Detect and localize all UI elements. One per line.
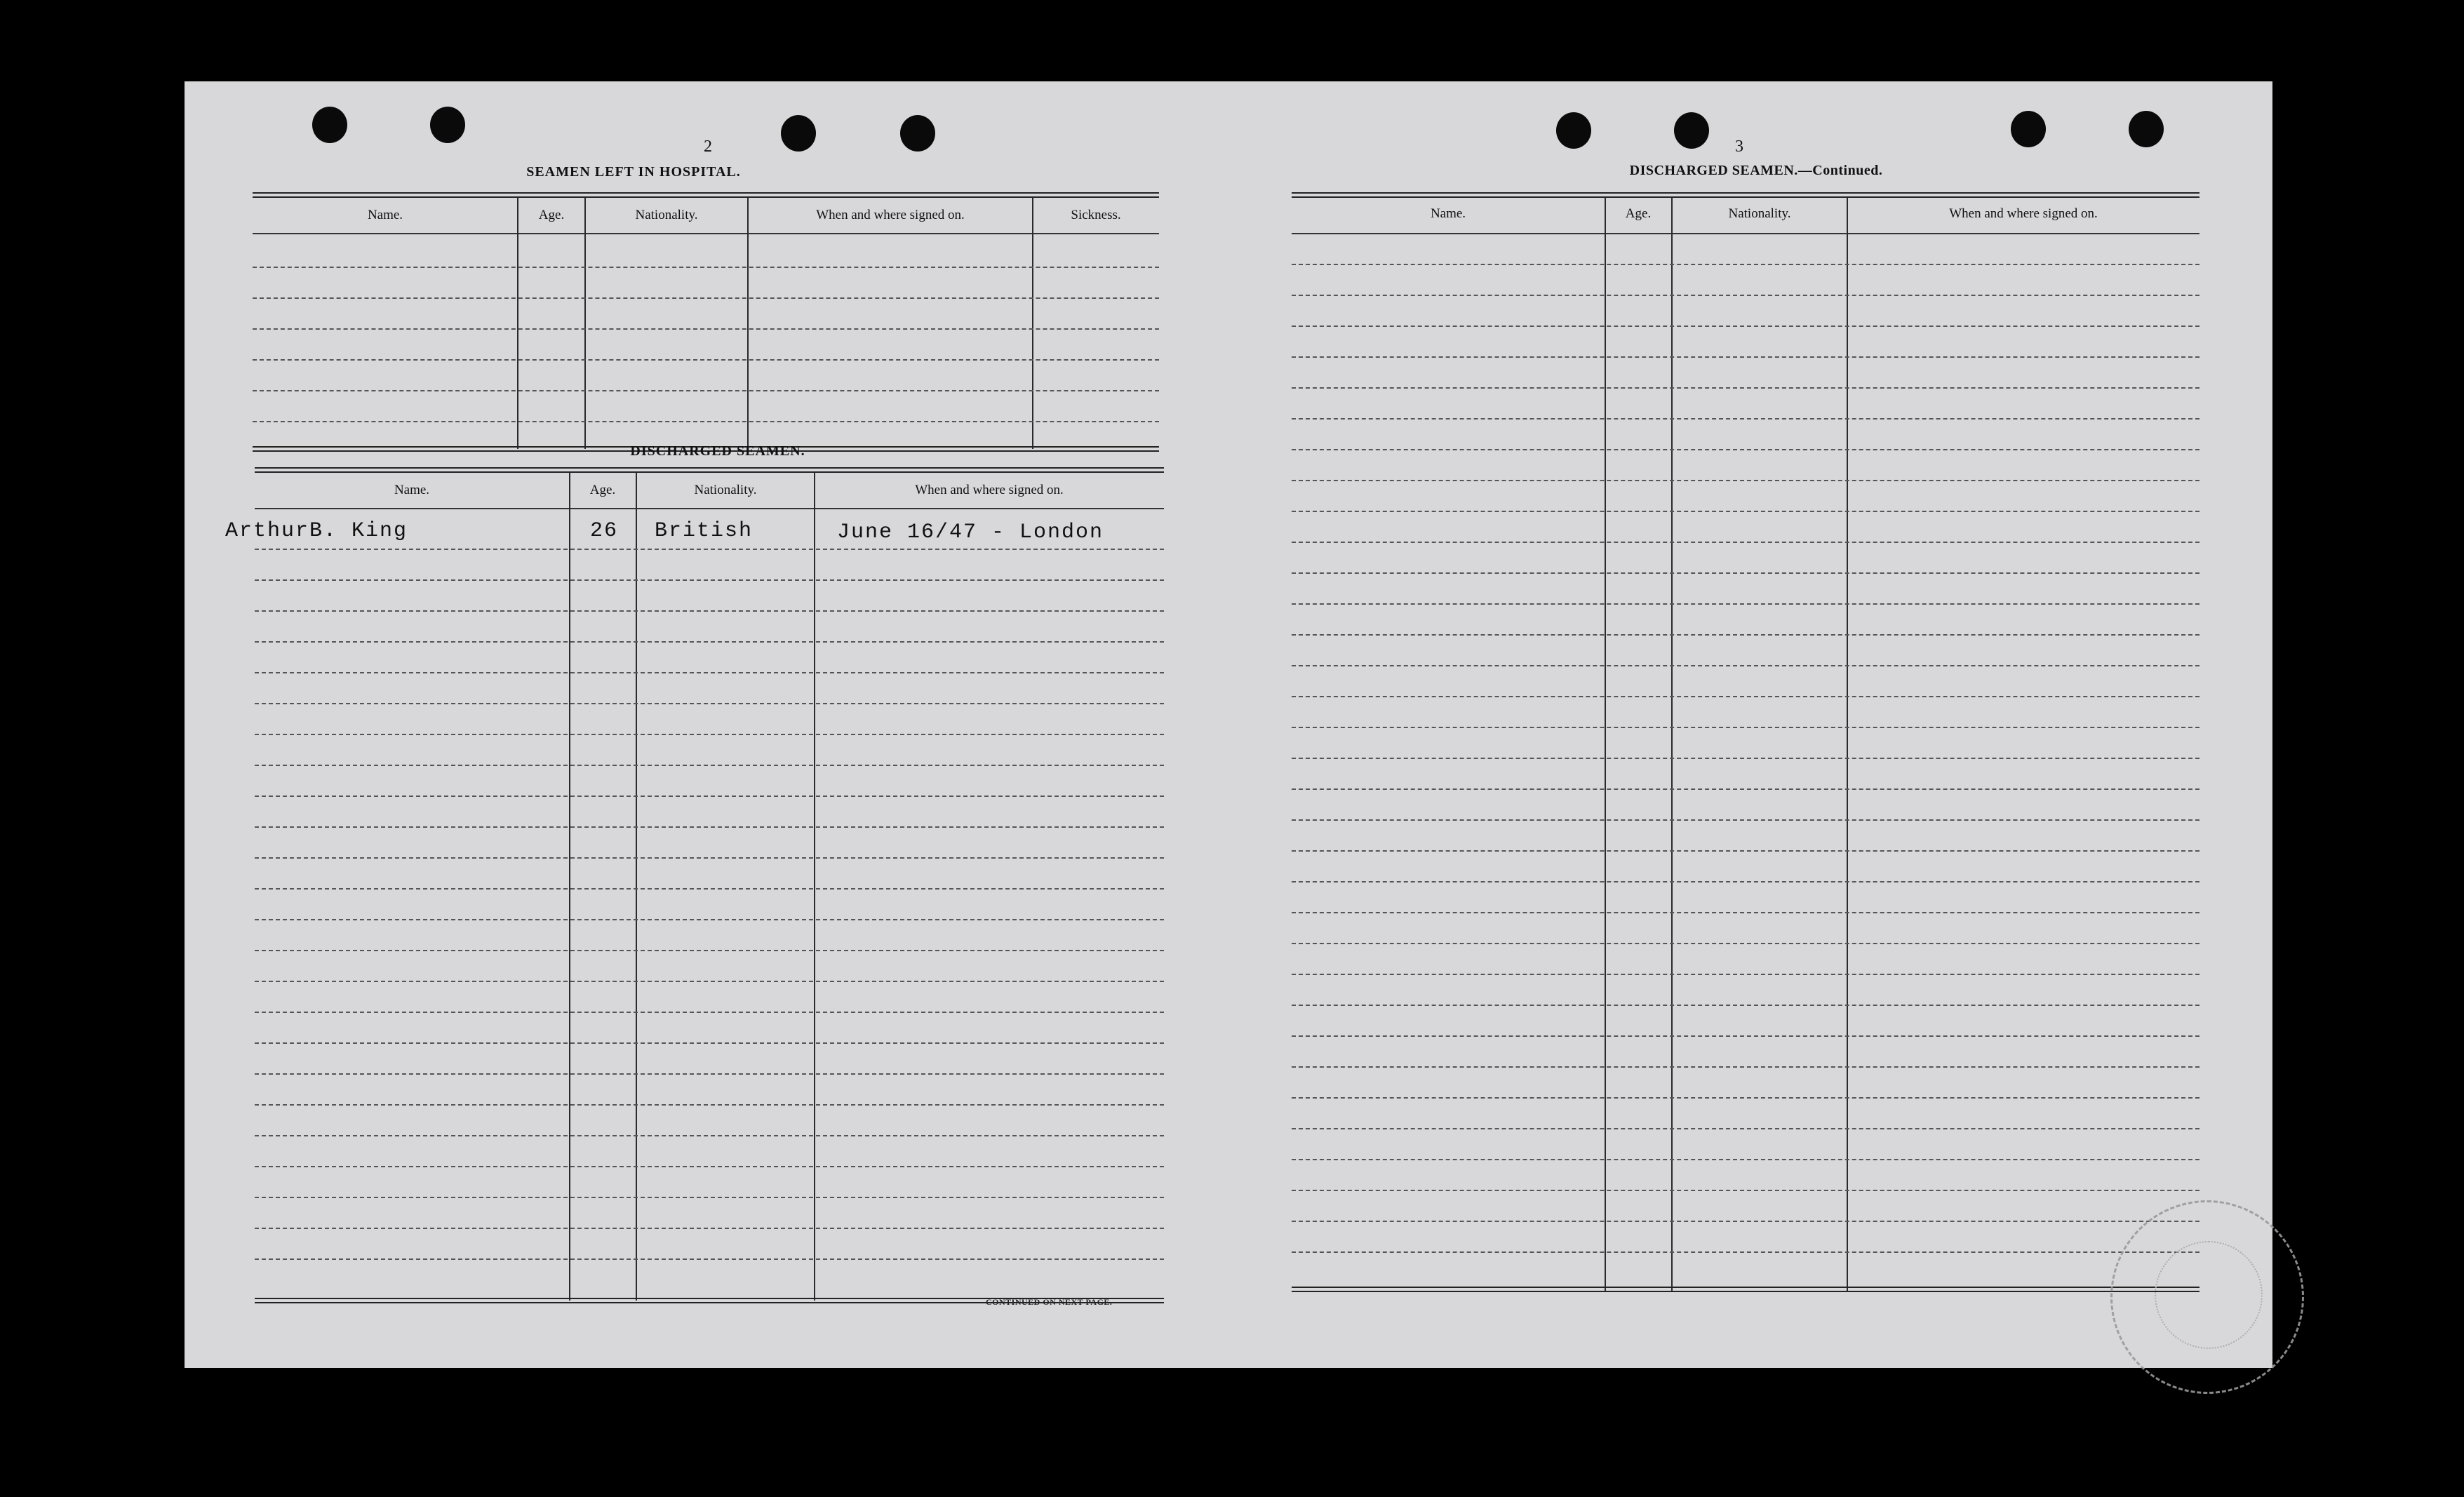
punch-hole xyxy=(1556,112,1591,149)
circular-stamp xyxy=(2110,1200,2304,1394)
page-number: 3 xyxy=(1735,137,1743,156)
column-header: Nationality. xyxy=(1728,206,1791,221)
page-number: 2 xyxy=(704,137,712,156)
column-header: When and where signed on. xyxy=(816,208,965,222)
punch-hole xyxy=(900,115,935,152)
column-header: Sickness. xyxy=(1071,208,1121,222)
entry-name: ArthurB. King xyxy=(225,519,408,543)
column-header: Nationality. xyxy=(635,208,698,222)
punch-hole xyxy=(312,107,347,143)
section-title-hospital: SEAMEN LEFT IN HOSPITAL. xyxy=(526,164,741,180)
punch-hole xyxy=(1674,112,1709,149)
entry-age: 26 xyxy=(590,519,619,543)
column-header: Age. xyxy=(538,208,565,222)
entry-signed-on: June 16/47 - London xyxy=(837,521,1104,544)
column-header: Name. xyxy=(367,208,403,222)
column-header: Age. xyxy=(589,483,616,497)
column-header: Name. xyxy=(1430,206,1466,221)
column-header: Age. xyxy=(1625,206,1652,221)
document-sheet xyxy=(185,81,2272,1368)
discharged-continued-table xyxy=(1292,192,2199,1294)
hospital-table xyxy=(253,192,1159,515)
section-title-discharged-continued: DISCHARGED SEAMEN.—Continued. xyxy=(1629,163,1883,178)
column-header: Nationality. xyxy=(694,483,757,497)
column-header: Name. xyxy=(394,483,430,497)
discharged-table xyxy=(255,467,1164,1302)
punch-hole xyxy=(430,107,465,143)
punch-hole xyxy=(2129,111,2164,147)
punch-hole xyxy=(781,115,816,152)
continued-footer: CONTINUED ON NEXT PAGE. xyxy=(986,1297,1113,1307)
column-header: When and where signed on. xyxy=(915,483,1064,497)
punch-hole xyxy=(2011,111,2046,147)
entry-nationality: British xyxy=(655,519,754,543)
section-title-discharged: DISCHARGED SEAMEN. xyxy=(630,443,805,459)
column-header: When and where signed on. xyxy=(1949,206,2098,221)
